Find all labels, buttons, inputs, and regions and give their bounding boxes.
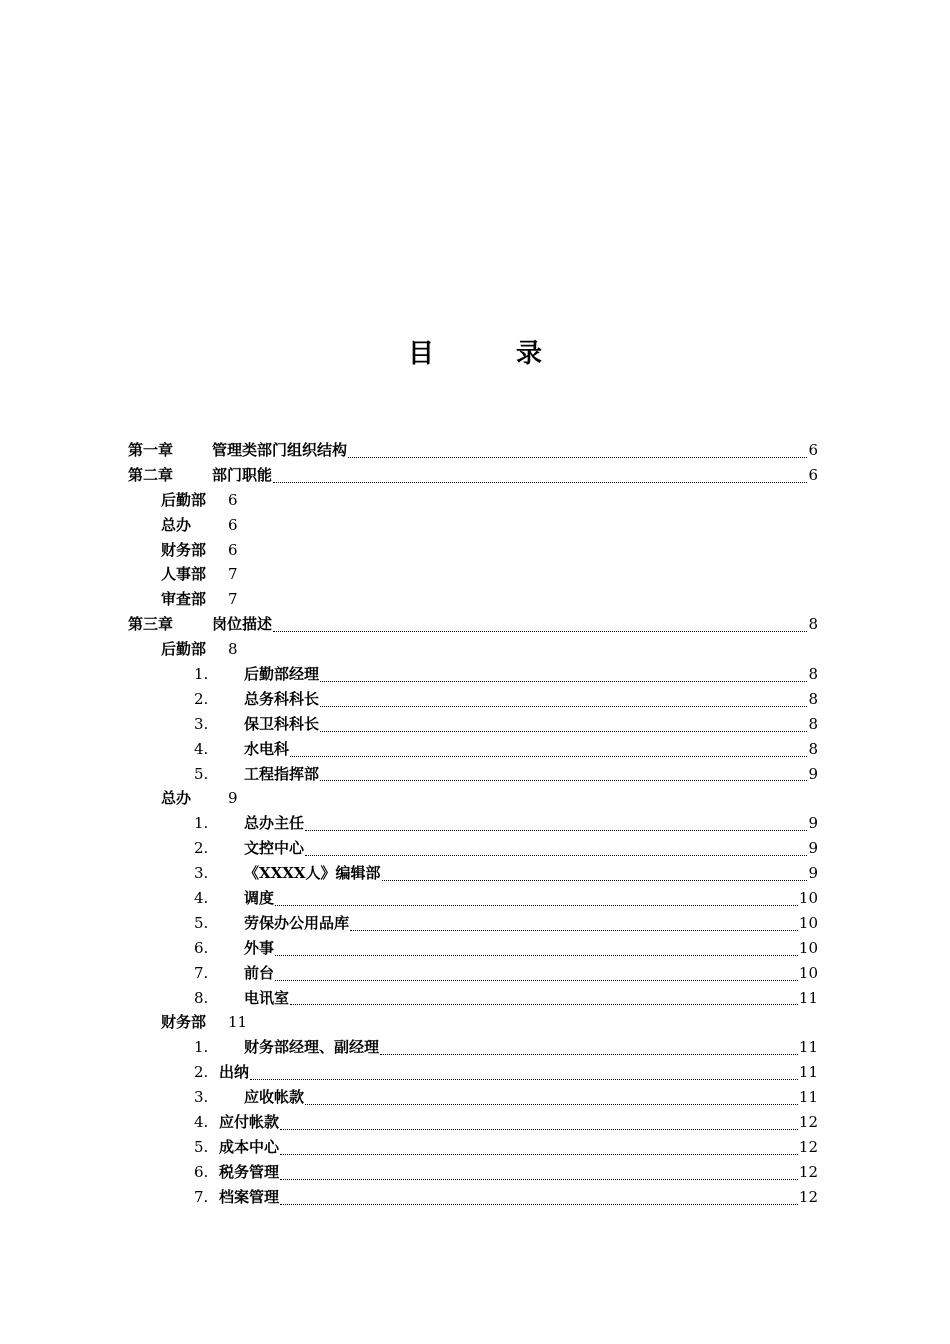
toc-entry[interactable] xyxy=(128,488,818,513)
toc-entry-label: 应收帐款 xyxy=(244,1088,305,1107)
toc-entry[interactable] xyxy=(128,811,818,836)
toc-entry[interactable] xyxy=(128,1185,818,1210)
toc-entry[interactable] xyxy=(128,1085,818,1110)
toc-entry-label: 出纳 xyxy=(219,1063,250,1082)
toc-entry[interactable] xyxy=(128,687,818,712)
toc-entry-number: 3. xyxy=(194,714,209,733)
toc-entry[interactable] xyxy=(128,1160,818,1185)
dot-leader xyxy=(280,1203,798,1205)
toc-entry-page-number: 12 xyxy=(798,1113,818,1132)
toc-entry-label: 税务管理 xyxy=(219,1162,280,1181)
toc-entry[interactable] xyxy=(128,961,818,986)
toc-entry-label: 财务部 xyxy=(161,1013,207,1032)
toc-entry-number: 7. xyxy=(194,1187,209,1206)
toc-entry-label: 后勤部经理 xyxy=(244,665,320,684)
toc-entry[interactable] xyxy=(128,1060,818,1085)
toc-entry-label: 审查部 xyxy=(161,590,207,609)
toc-entry-label: 档案管理 xyxy=(219,1187,280,1206)
toc-entry-page-number: 11 xyxy=(798,1063,818,1082)
toc-entry-page-number: 9 xyxy=(808,764,818,783)
toc-entry[interactable] xyxy=(128,637,818,662)
toc-entry-page-number: 6 xyxy=(808,441,818,459)
toc-entry-number: 3. xyxy=(194,864,209,883)
dot-leader xyxy=(280,1153,798,1155)
toc-entry[interactable] xyxy=(128,1110,818,1135)
toc-entry-page-number: 10 xyxy=(798,963,818,982)
toc-entry-page-number: 6 xyxy=(228,490,238,509)
toc-entry-number: 第二章 xyxy=(128,465,174,484)
toc-entry[interactable] xyxy=(128,587,818,612)
toc-entry-number: 8. xyxy=(194,988,209,1007)
dot-leader xyxy=(320,779,807,781)
toc-entry-page-number: 10 xyxy=(798,913,818,932)
toc-entry-label: 财务部 xyxy=(161,540,207,559)
toc-entry-label: 岗位描述 xyxy=(212,615,273,634)
toc-entry-number: 1. xyxy=(194,665,209,684)
toc-entry[interactable] xyxy=(128,463,818,488)
toc-entry-page-number: 8 xyxy=(228,640,238,659)
toc-entry-label: 总办 xyxy=(161,515,192,534)
toc-entry[interactable] xyxy=(128,1135,818,1160)
toc-entry-page-number: 11 xyxy=(228,1013,248,1032)
toc-entry-page-number: 9 xyxy=(228,789,238,808)
table-of-contents xyxy=(128,438,818,1210)
dot-leader xyxy=(250,1078,798,1080)
toc-entry-label: 水电科 xyxy=(244,739,290,758)
toc-entry-label: 后勤部 xyxy=(161,490,207,509)
toc-entry-label: 应付帐款 xyxy=(219,1113,280,1132)
toc-entry[interactable] xyxy=(128,886,818,911)
toc-entry[interactable] xyxy=(128,712,818,737)
toc-entry-page-number: 11 xyxy=(798,1088,818,1107)
toc-entry[interactable] xyxy=(128,737,818,762)
toc-entry-number: 5. xyxy=(194,913,209,932)
toc-entry-page-number: 12 xyxy=(798,1162,818,1181)
toc-entry-page-number: 8 xyxy=(808,665,818,684)
toc-entry[interactable] xyxy=(128,1035,818,1060)
toc-entry-page-number: 7 xyxy=(228,565,238,584)
toc-entry-number: 3. xyxy=(194,1088,209,1107)
toc-entry-label: 文控中心 xyxy=(244,839,305,858)
toc-entry-page-number: 8 xyxy=(808,615,818,634)
toc-entry[interactable] xyxy=(128,513,818,538)
dot-leader xyxy=(382,879,808,881)
toc-entry-label: 总办 xyxy=(161,789,192,808)
dot-leader xyxy=(273,630,807,632)
dot-leader xyxy=(348,456,807,458)
toc-entry[interactable] xyxy=(128,836,818,861)
toc-entry-page-number: 9 xyxy=(808,814,818,833)
toc-entry-number: 5. xyxy=(194,764,209,783)
toc-entry-label: 总办主任 xyxy=(244,814,305,833)
toc-entry[interactable] xyxy=(128,438,818,463)
toc-entry[interactable] xyxy=(128,861,818,886)
toc-entry-page-number: 9 xyxy=(808,864,818,883)
dot-leader xyxy=(280,1128,798,1130)
dot-leader xyxy=(275,954,798,956)
toc-entry[interactable] xyxy=(128,762,818,787)
toc-entry-page-number: 7 xyxy=(228,590,238,609)
toc-entry-number: 4. xyxy=(194,739,209,758)
toc-entry-number: 2. xyxy=(194,1063,209,1082)
toc-entry-number: 1. xyxy=(194,1038,209,1057)
toc-entry-page-number: 8 xyxy=(808,739,818,758)
toc-entry-number: 5. xyxy=(194,1137,209,1156)
dot-leader xyxy=(275,904,798,906)
toc-entry-number: 第三章 xyxy=(128,615,174,634)
dot-leader xyxy=(290,1003,798,1005)
toc-entry-page-number: 11 xyxy=(798,1038,818,1057)
toc-entry[interactable] xyxy=(128,936,818,961)
toc-entry-number: 2. xyxy=(194,839,209,858)
toc-entry-label: 调度 xyxy=(244,889,275,908)
dot-leader xyxy=(320,730,807,732)
dot-leader xyxy=(290,755,807,757)
toc-entry-page-number: 8 xyxy=(808,714,818,733)
toc-entry-page-number: 11 xyxy=(798,988,818,1007)
toc-entry-label: 人事部 xyxy=(161,565,207,584)
toc-entry-label: 后勤部 xyxy=(161,640,207,659)
dot-leader xyxy=(320,680,807,682)
toc-entry-page-number: 12 xyxy=(798,1137,818,1156)
toc-entry-page-number: 6 xyxy=(228,515,238,534)
toc-entry[interactable] xyxy=(128,911,818,936)
dot-leader xyxy=(350,929,798,931)
toc-entry[interactable] xyxy=(128,612,818,637)
toc-entry-label: 劳保办公用品库 xyxy=(244,913,350,932)
toc-entry-label: 总务科科长 xyxy=(244,689,320,708)
toc-entry-label: 管理类部门组织结构 xyxy=(212,441,348,459)
toc-entry[interactable] xyxy=(128,786,818,811)
toc-entry[interactable] xyxy=(128,1010,818,1035)
dot-leader xyxy=(275,979,798,981)
toc-entry-label: 《XXXX人》编辑部 xyxy=(244,864,381,883)
toc-title: 目 录 xyxy=(407,339,570,369)
toc-entry-label: 工程指挥部 xyxy=(244,764,320,783)
toc-entry-number: 2. xyxy=(194,689,209,708)
toc-entry-label: 部门职能 xyxy=(212,465,273,484)
dot-leader xyxy=(280,1178,798,1180)
toc-entry-page-number: 10 xyxy=(798,938,818,957)
toc-entry-page-number: 10 xyxy=(798,889,818,908)
dot-leader xyxy=(305,829,807,831)
toc-entry-page-number: 12 xyxy=(798,1187,818,1206)
dot-leader xyxy=(273,481,807,483)
toc-entry[interactable] xyxy=(128,986,818,1011)
toc-entry[interactable] xyxy=(128,662,818,687)
toc-entry-label: 电讯室 xyxy=(244,988,290,1007)
toc-entry-number: 4. xyxy=(194,1113,209,1132)
toc-entry[interactable] xyxy=(128,538,818,563)
toc-entry-label: 外事 xyxy=(244,938,275,957)
toc-entry-label: 保卫科科长 xyxy=(244,714,320,733)
toc-entry[interactable] xyxy=(128,562,818,587)
toc-entry-number: 第一章 xyxy=(128,441,174,459)
toc-entry-number: 1. xyxy=(194,814,209,833)
dot-leader xyxy=(305,854,807,856)
toc-entry-number: 6. xyxy=(194,1162,209,1181)
toc-entry-number: 7. xyxy=(194,963,209,982)
dot-leader xyxy=(380,1053,798,1055)
toc-entry-number: 4. xyxy=(194,889,209,908)
toc-entry-label: 财务部经理、副经理 xyxy=(244,1038,380,1057)
toc-entry-page-number: 6 xyxy=(808,465,818,484)
toc-entry-page-number: 9 xyxy=(808,839,818,858)
toc-entry-label: 前台 xyxy=(244,963,275,982)
dot-leader xyxy=(320,705,807,707)
dot-leader xyxy=(305,1103,798,1105)
toc-entry-page-number: 8 xyxy=(808,689,818,708)
toc-entry-number: 6. xyxy=(194,938,209,957)
toc-entry-label: 成本中心 xyxy=(219,1137,280,1156)
toc-entry-page-number: 6 xyxy=(228,540,238,559)
